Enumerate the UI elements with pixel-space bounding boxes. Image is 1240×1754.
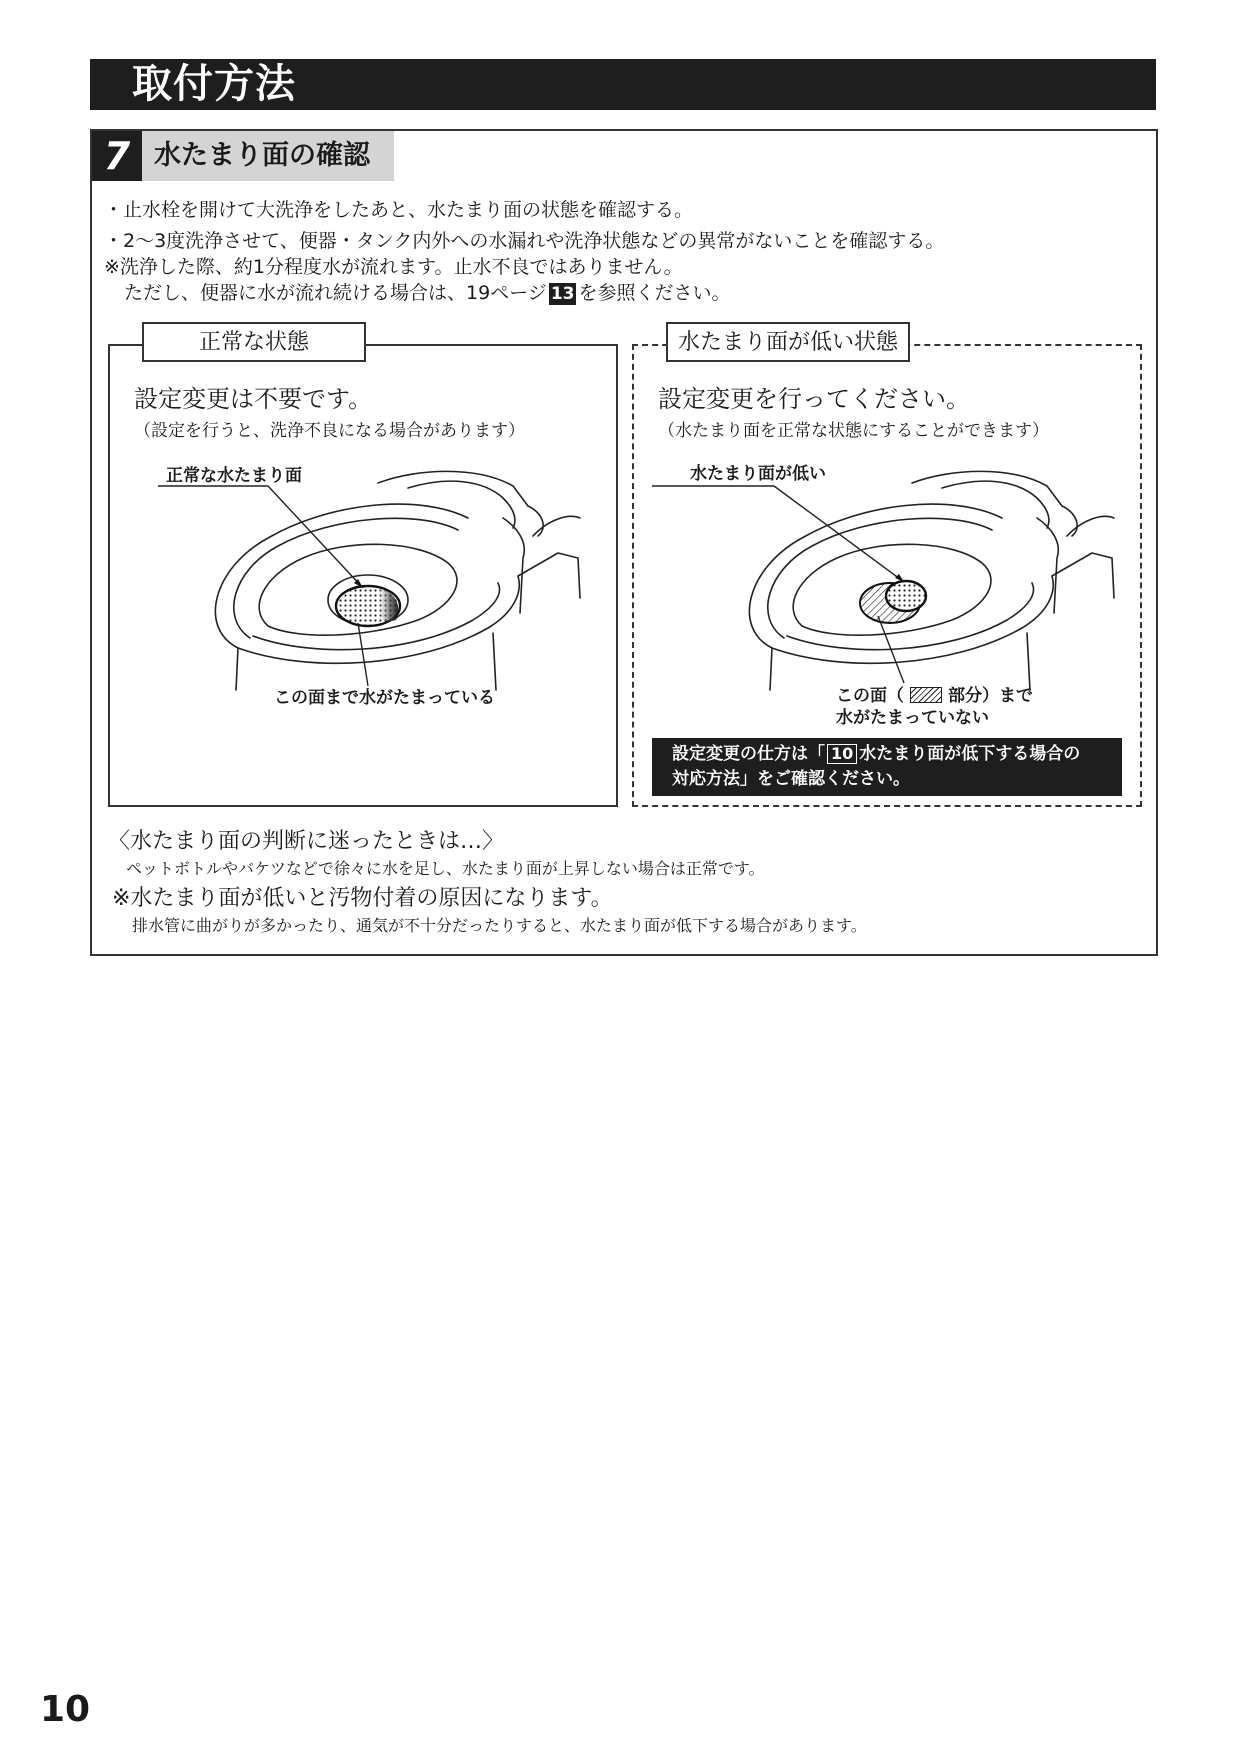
judgement-title: 〈水たまり面の判断に迷ったときは…〉: [108, 829, 505, 854]
page-title: 取付方法: [132, 61, 296, 107]
panel-normal-sub: （設定を行うと、洗浄不良になる場合があります）: [134, 421, 525, 441]
panel-low-sub: （水たまり面を正常な状態にすることができます）: [658, 421, 1049, 441]
settings-notice: [652, 738, 1122, 796]
notice-ref-badge: 10: [827, 744, 857, 764]
instruction-2: ・2～3度洗浄させて、便器・タンク内外への水漏れや洗浄状態などの異常がないことを確認する。: [104, 230, 945, 252]
judgement-text: ペットボトルやバケツなどで徐々に水を足し、水たまり面が上昇しない場合は正常です。: [126, 859, 765, 878]
page-ref-badge: 13: [550, 284, 575, 304]
step-number: 7: [92, 131, 142, 181]
notice-text-a: 設定変更の仕方は「: [672, 744, 825, 764]
notice-line-1: [672, 742, 1122, 767]
hatch-legend-icon: [910, 687, 942, 703]
callout-not-filled-line1: [836, 686, 1033, 707]
instruction-4-text-end: を参照ください。: [578, 282, 731, 304]
notice-line-2: 対応方法」をご確認ください。: [672, 769, 910, 789]
section-box: [90, 129, 1158, 956]
warning-text: 排水管に曲がりが多かったり、通気が不十分だったりすると、水たまり面が低下する場合があります。: [132, 916, 867, 935]
panel-low-label: 水たまり面が低い状態: [666, 322, 910, 362]
panel-normal: [108, 330, 618, 807]
callout-water-filled: この面まで水がたまっている: [274, 688, 495, 708]
panel-normal-heading: 設定変更は不要です。: [134, 385, 373, 413]
callout-low-water-surface: 水たまり面が低い: [690, 464, 826, 484]
callout-not-filled-line2: 水がたまっていない: [836, 708, 989, 728]
notice-text-b: 水たまり面が低下する場合の: [859, 744, 1081, 764]
instruction-4: [124, 280, 731, 306]
panel-low: [632, 330, 1142, 807]
callout-not-filled-text-a: この面（: [836, 686, 904, 706]
instruction-1: ・止水栓を開けて大洗浄をしたあと、水たまり面の状態を確認する。: [104, 199, 694, 221]
step-title: 水たまり面の確認: [142, 131, 394, 181]
toilet-bowl-normal-illustration: [118, 458, 608, 698]
instruction-4-text: ただし、便器に水が流れ続ける場合は、19ページ: [124, 282, 547, 304]
callout-normal-water-surface: 正常な水たまり面: [166, 466, 302, 486]
warning-title: ※水たまり面が低いと汚物付着の原因になります。: [112, 886, 613, 911]
panel-low-heading: 設定変更を行ってください。: [658, 385, 970, 413]
page-number: 10: [40, 1689, 91, 1730]
instruction-3: ※洗浄した際、約1分程度水が流れます。止水不良ではありません。: [104, 256, 683, 278]
panel-normal-label: 正常な状態: [142, 322, 366, 362]
callout-not-filled-text-b: 部分）まで: [948, 686, 1033, 706]
toilet-bowl-low-illustration: [642, 458, 1132, 698]
header-bar: [90, 59, 1156, 110]
